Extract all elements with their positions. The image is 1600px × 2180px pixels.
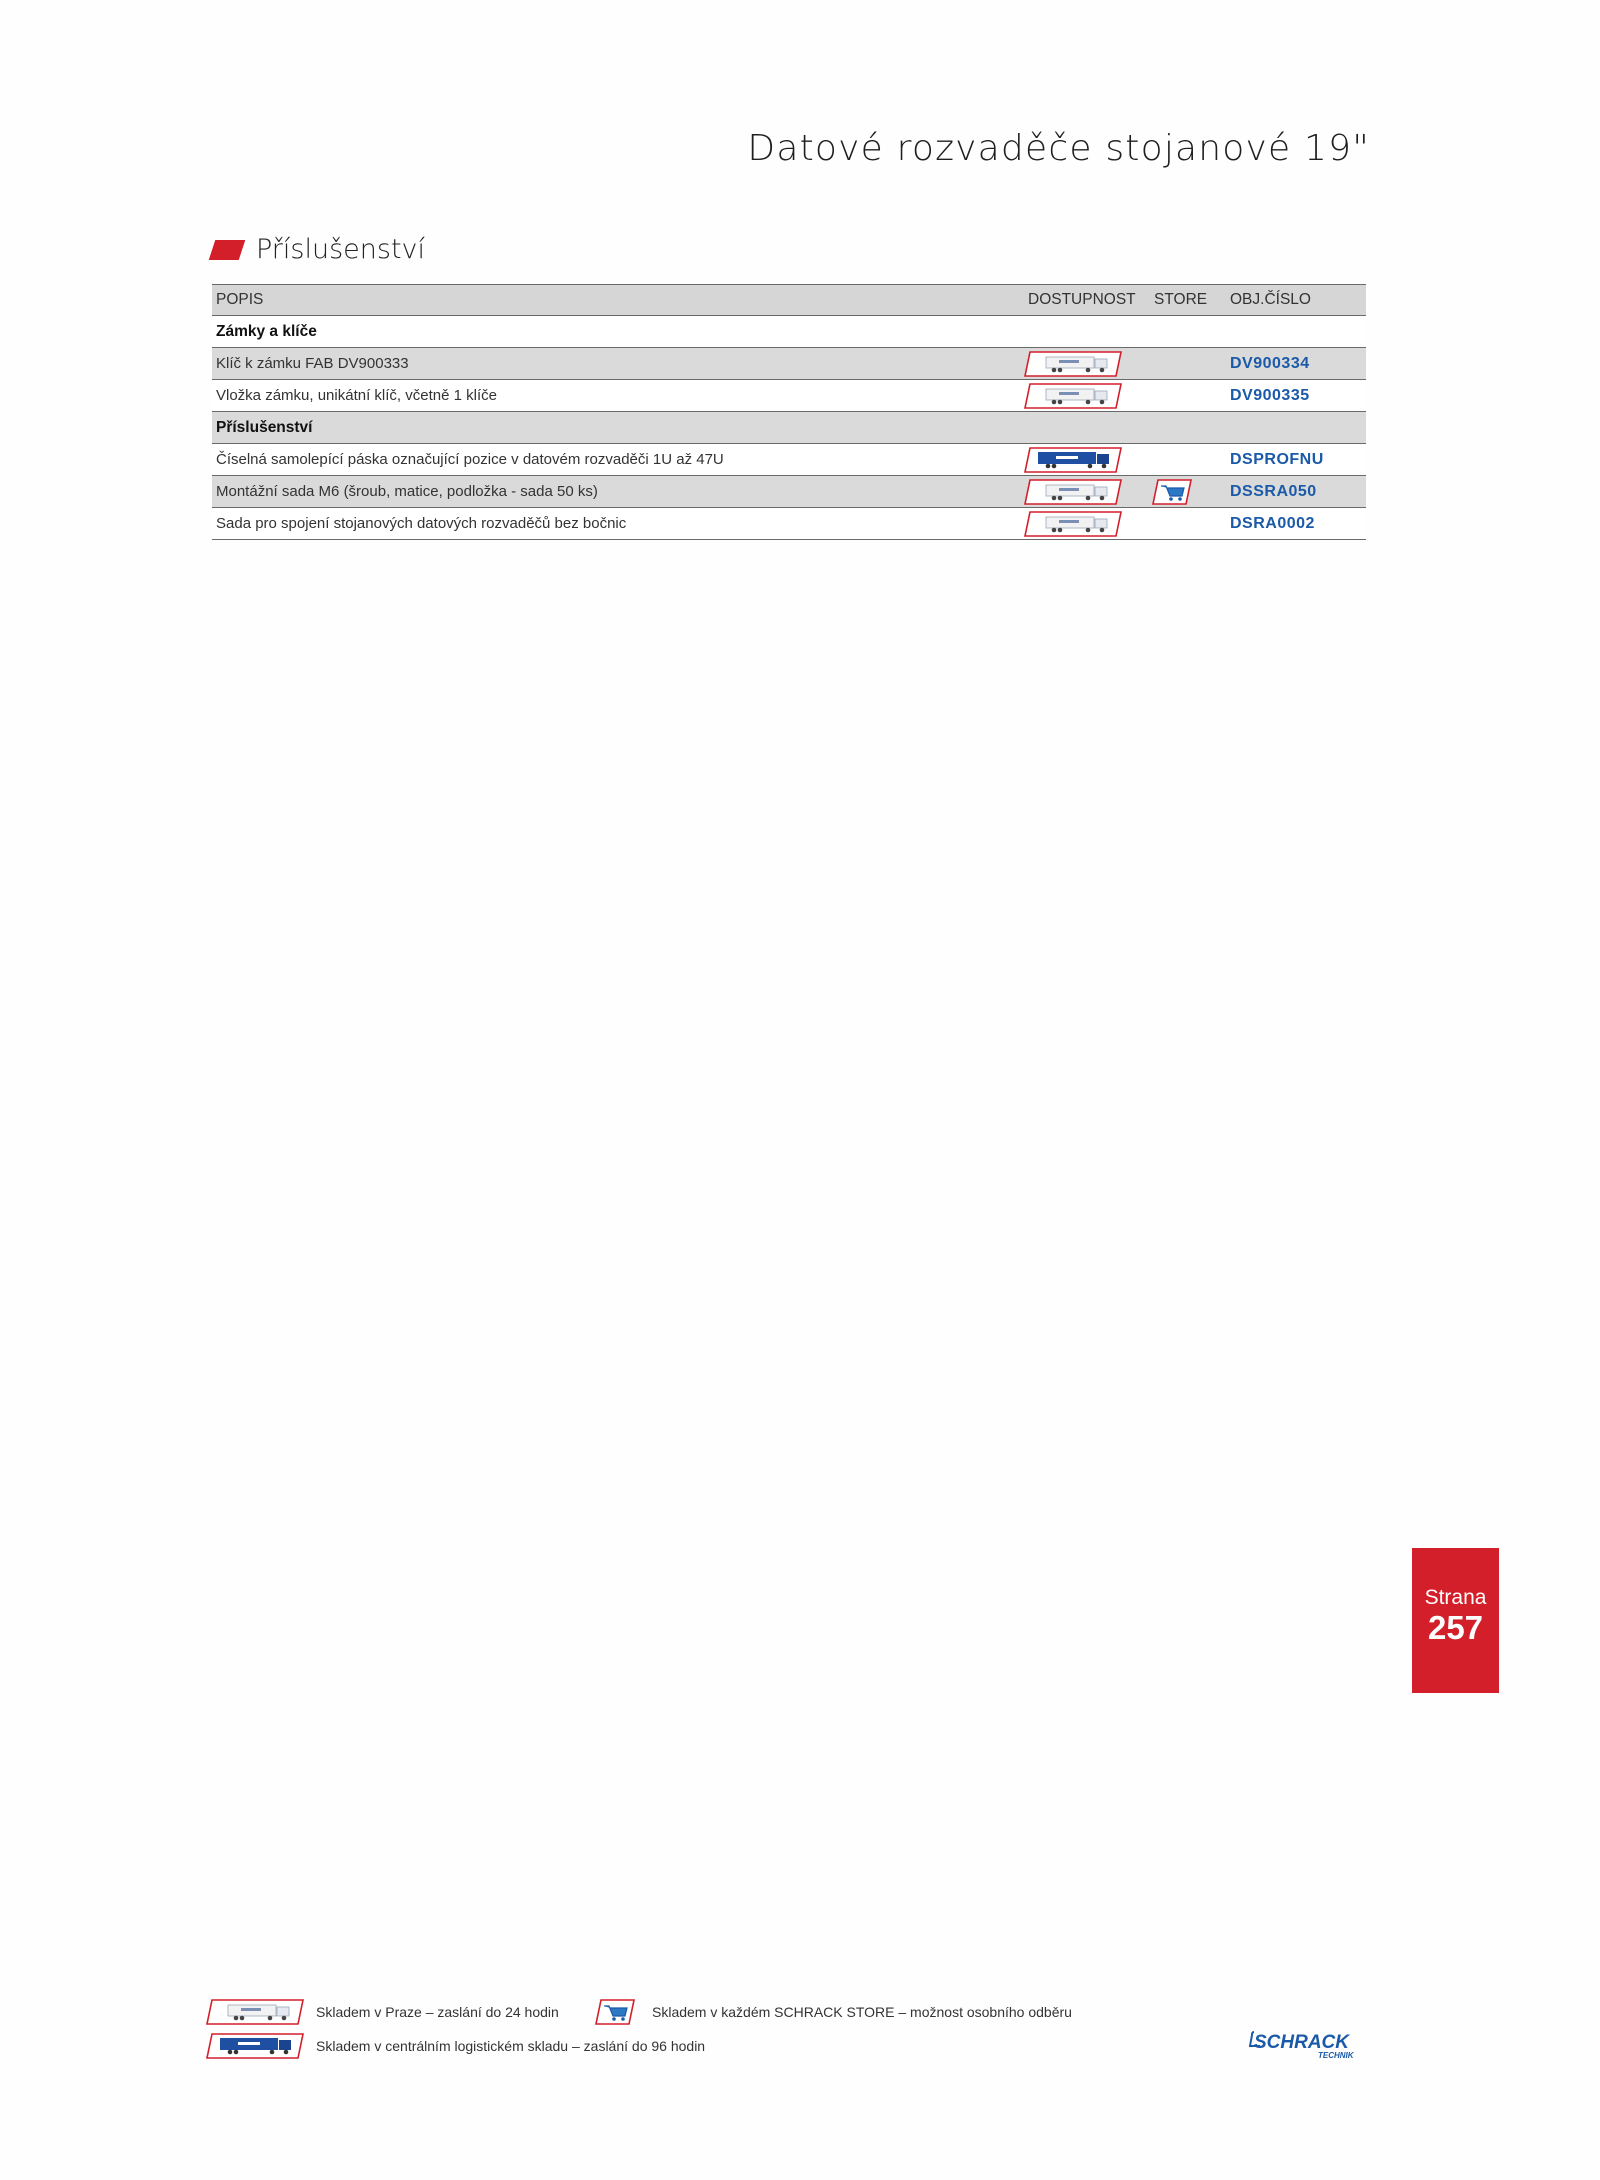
table-row <box>212 380 1366 412</box>
row-description: Sada pro spojení stojanových datových rozvaděčů bez bočnic <box>216 515 627 532</box>
column-popis: POPIS <box>216 291 264 308</box>
legend-central <box>206 2033 705 2059</box>
legend-store <box>590 1999 1072 2025</box>
white-truck-icon <box>206 1999 304 2025</box>
page-number: 257 <box>1427 1609 1484 1646</box>
group-title: Příslušenství <box>216 418 313 436</box>
row-description: Číselná samolepící páska označující pozice v datovém rozvaděči 1U až 47U <box>216 451 724 468</box>
logo-wordmark: SCHRACK <box>1254 2032 1349 2053</box>
white-truck-icon <box>1024 351 1122 377</box>
store-cart-icon <box>590 1999 640 2025</box>
blue-truck-icon <box>1024 447 1122 473</box>
legend-praha-text: Skladem v Praze – zaslání do 24 hodin <box>316 2004 559 2020</box>
product-table <box>212 284 1366 540</box>
legend-praha <box>206 1999 559 2025</box>
white-truck-icon <box>1024 479 1122 505</box>
schrack-logo <box>1248 2028 1374 2062</box>
group-row <box>212 412 1366 444</box>
table-row <box>212 476 1366 508</box>
table-header <box>212 284 1366 316</box>
column-store: STORE <box>1154 291 1208 308</box>
order-code-link[interactable]: DSSRA050 <box>1230 482 1317 500</box>
row-description: Vložka zámku, unikátní klíč, včetně 1 klíče <box>216 387 497 404</box>
page-title: Datové rozvaděče stojanové 19" <box>747 128 1370 169</box>
logo-subtitle: TECHNIK <box>1318 2051 1354 2060</box>
legend-store-text: Skladem v každém SCHRACK STORE – možnost osobního odběru <box>652 2004 1072 2020</box>
table-row <box>212 348 1366 380</box>
section-marker <box>209 240 245 260</box>
group-row <box>212 316 1366 348</box>
order-code-link[interactable]: DSPROFNU <box>1230 450 1324 468</box>
column-obj: OBJ.ČÍSLO <box>1230 291 1311 308</box>
row-description: Klíč k zámku FAB DV900333 <box>216 355 409 372</box>
order-code-link[interactable]: DV900335 <box>1230 386 1310 404</box>
column-dostupnost: DOSTUPNOST <box>1028 291 1136 308</box>
row-description: Montážní sada M6 (šroub, matice, podložka - sada 50 ks) <box>216 483 598 500</box>
table-row <box>212 444 1366 476</box>
section-title: Příslušenství <box>256 234 426 265</box>
store-cart-icon <box>1152 479 1192 505</box>
order-code-link[interactable]: DV900334 <box>1230 354 1310 372</box>
section-heading <box>212 234 425 265</box>
white-truck-icon <box>1024 383 1122 409</box>
blue-truck-icon <box>206 2033 304 2059</box>
page-tab-label: Strana <box>1424 1586 1487 1609</box>
group-title: Zámky a klíče <box>216 322 317 340</box>
table-row <box>212 508 1366 540</box>
order-code-link[interactable]: DSRA0002 <box>1230 514 1315 532</box>
white-truck-icon <box>1024 511 1122 537</box>
legend-central-text: Skladem v centrálním logistickém skladu – zaslání do 96 hodin <box>316 2038 706 2054</box>
page-tab <box>1412 1548 1499 1693</box>
